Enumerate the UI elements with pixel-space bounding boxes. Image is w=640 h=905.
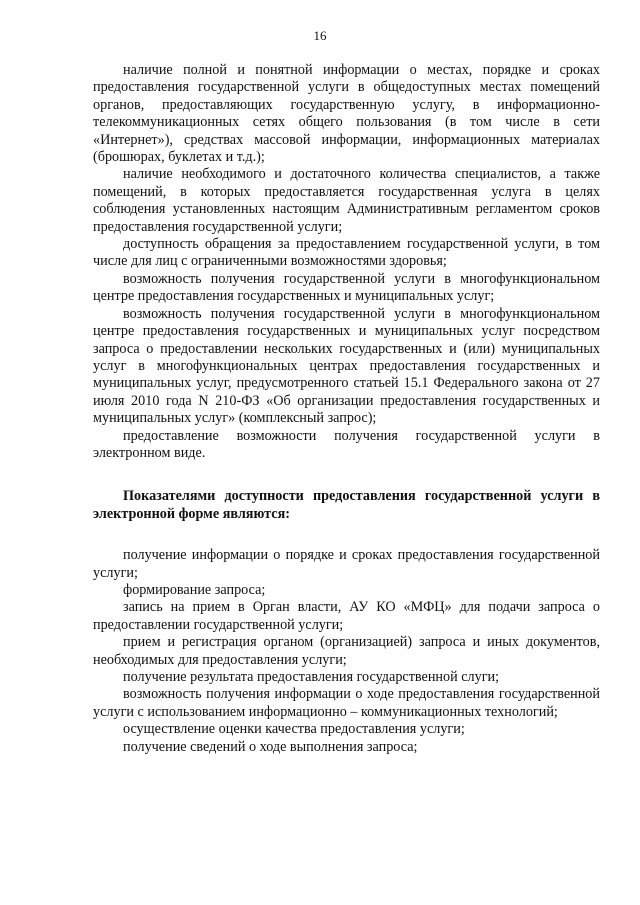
list-item-info-procedure: получение информации о порядке и сроках предоставления государственной услуги; bbox=[93, 547, 600, 581]
paragraph-info-availability: наличие полной и понятной информации о местах, порядке и сроках предоставления государственной услуги в общедоступных местах помещений органов, предоставляющих государственную услугу, в информационно-телекоммуникационных сетях общего пользования (в том числе в сети «Интернет»), средствах массовой информации, информационных материалах (брошюрах, буклетах и т.д.); bbox=[93, 62, 600, 166]
list-item-request-forming: формирование запроса; bbox=[123, 581, 266, 598]
section-heading: Показателями доступности предоставления государственной услуги в электронной форме являются: bbox=[93, 488, 600, 522]
paragraph-electronic-service: предоставление возможности получения государственной услуги в электронном виде. bbox=[93, 427, 600, 461]
list-item-quality-assessment: осуществление оценки качества предоставления услуги; bbox=[123, 721, 465, 738]
document-body bbox=[93, 62, 600, 756]
list-item-registration: прием и регистрация органом (организацией) запроса и иных документов, необходимых для предоставления услуги; bbox=[93, 634, 600, 668]
list-item-result: получение результата предоставления государственной слуги; bbox=[123, 669, 500, 685]
paragraph-accessibility: доступность обращения за предоставлением государственной услуги, в том числе для лиц с ограниченными возможностями здоровья; bbox=[93, 236, 600, 270]
list-item-appointment: запись на прием в Орган власти, АУ КО «МФЦ» для подачи запроса о предоставлении государственной услуги; bbox=[93, 599, 600, 633]
page-number: 16 bbox=[313, 28, 327, 43]
paragraph-complex-request: возможность получения государственной услуги в многофункциональном центре предоставления государственных и муниципальных услуг посредством запроса о предоставлении нескольких государственных и (или) муниципальных услуг в многофункциональных центрах предоставления государственных и муниципальных услуг, предусмотренного статьей 15.1 Федерального закона от 27 июля 2010 года N 210-ФЗ «Об организации предоставления государственных и муниципальных услуг» (комплексный запрос); bbox=[93, 305, 600, 427]
paragraph-staff-and-premises: наличие необходимого и достаточного количества специалистов, а также помещений, в которых предоставляется государственная услуга в целях соблюдения установленных настоящим Административным регламентом сроков предоставления государственной услуги; bbox=[93, 166, 600, 235]
list-item-progress-info: возможность получения информации о ходе предоставления государственной услуги с использованием информационно – коммуникационных технологий; bbox=[93, 686, 600, 720]
list-item-request-status: получение сведений о ходе выполнения запроса; bbox=[123, 738, 418, 755]
paragraph-mfc-service: возможность получения государственной услуги в многофункциональном центре предоставления государственных и муниципальных услуг; bbox=[93, 270, 600, 305]
